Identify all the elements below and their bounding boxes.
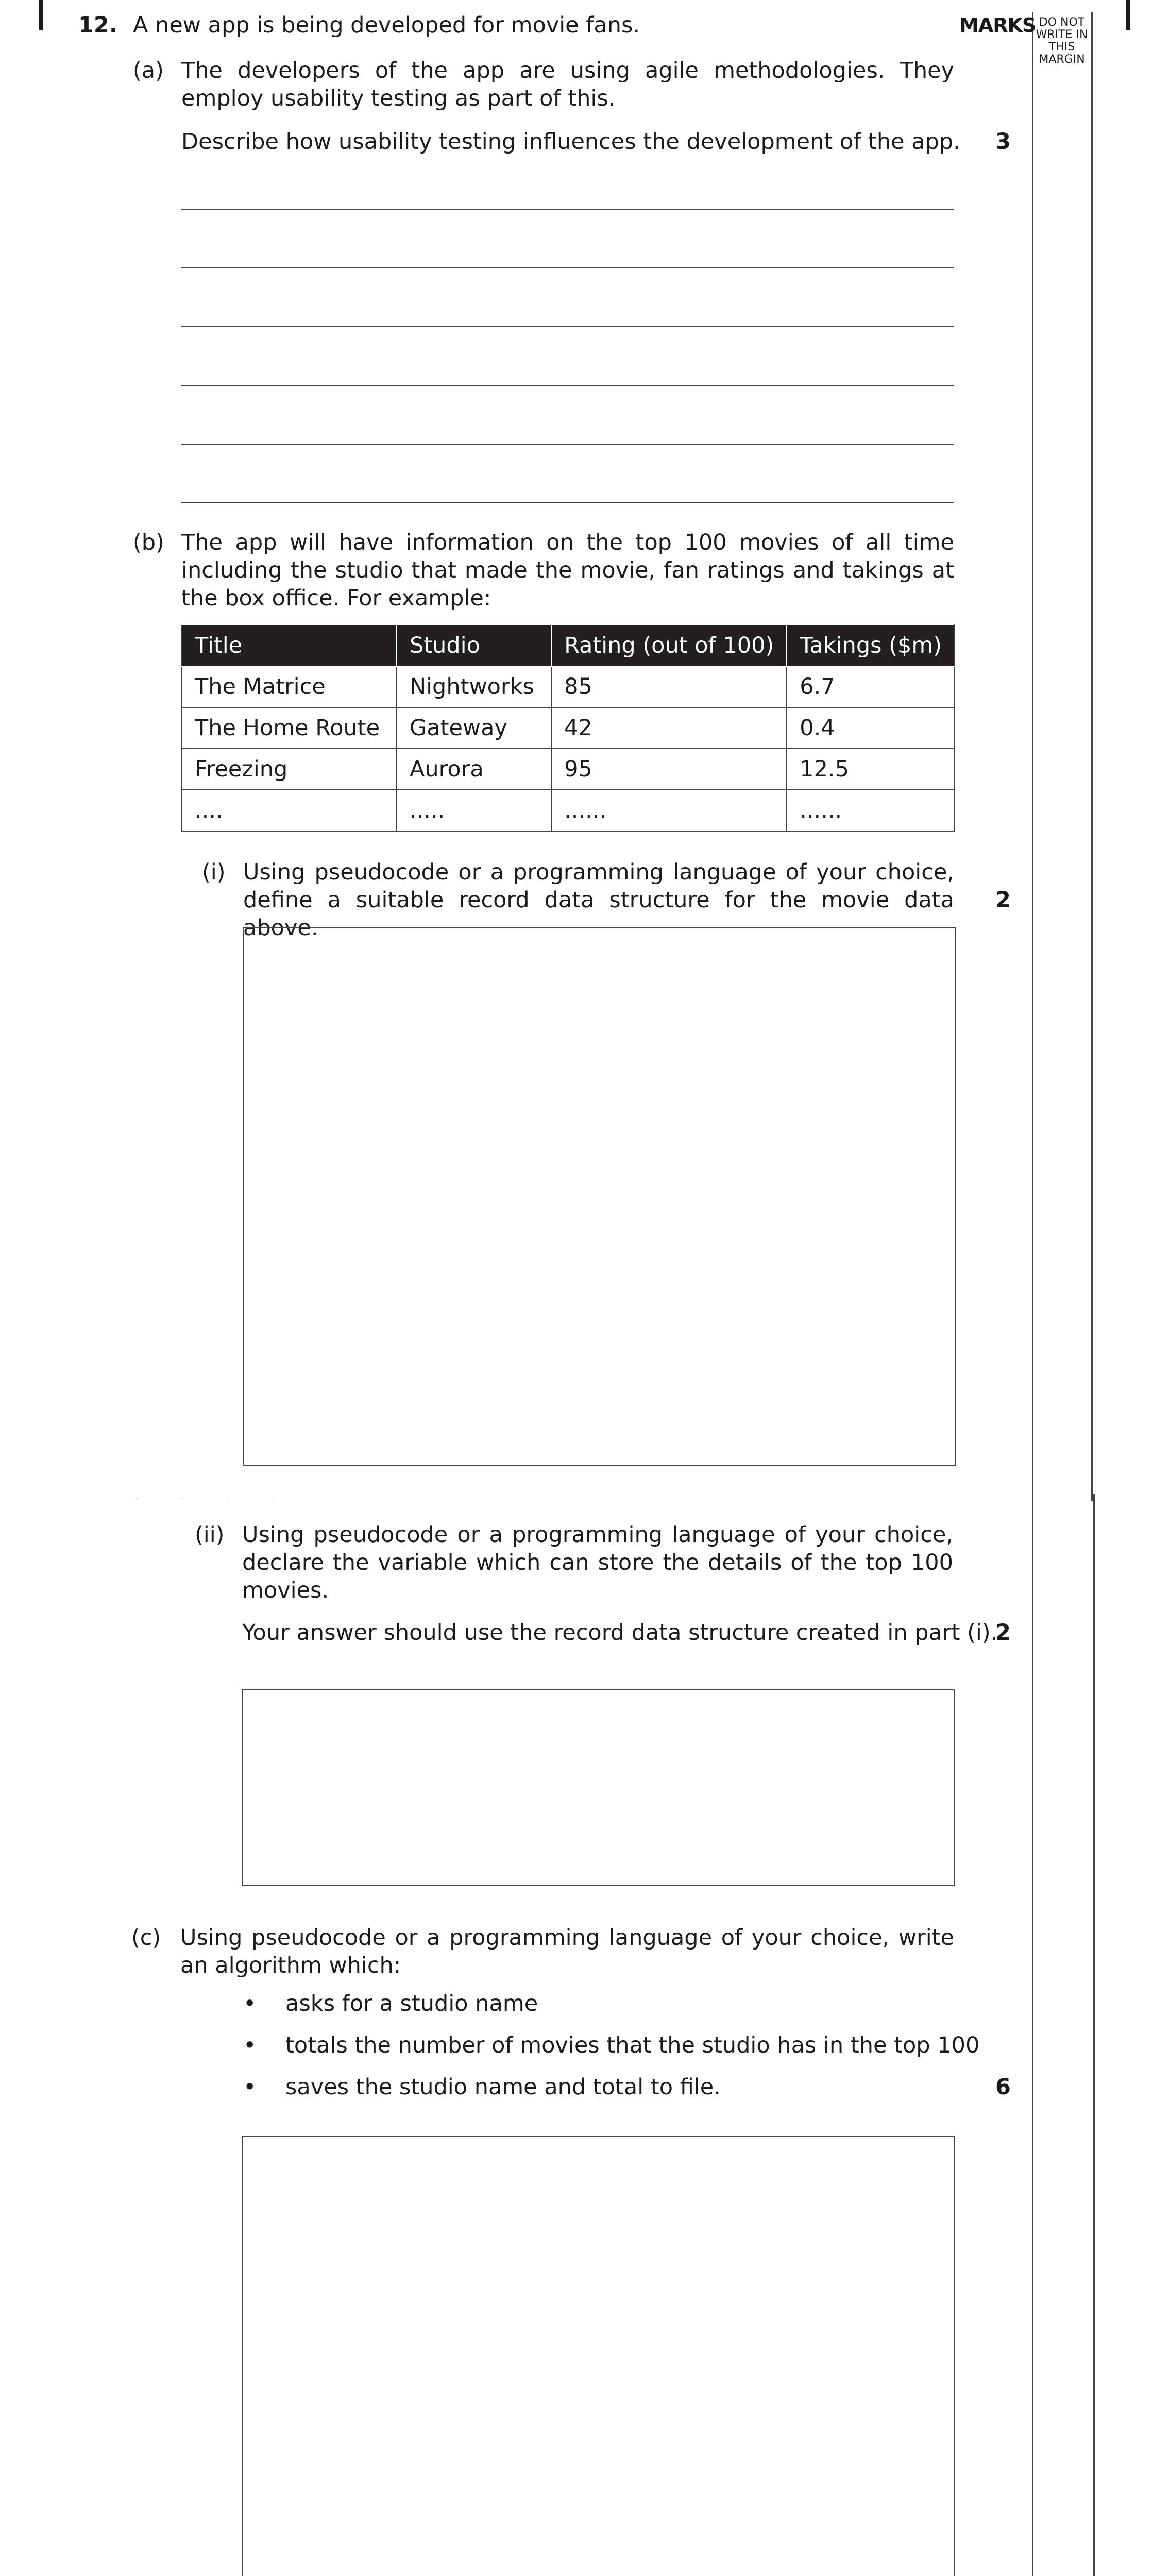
part-a-marks: 3	[995, 129, 1011, 155]
bullet-icon: •	[243, 1991, 257, 2016]
part-a-label: (a)	[133, 58, 164, 83]
part-b-i-marks: 2	[995, 887, 1011, 913]
algorithm-answer-box[interactable]	[242, 2136, 955, 2576]
answer-line-5[interactable]	[181, 444, 954, 445]
part-b-text: The app will have information on the top 100 movies of all time including the studio that made the movie, fan ratings and takings at the box office. For example:	[181, 530, 954, 611]
scan-artifact-dots: · · · ·	[135, 1495, 296, 1503]
movie-table	[181, 624, 955, 832]
table-cell: 95	[551, 749, 787, 790]
table-cell: 85	[551, 666, 787, 707]
table-cell: ....	[182, 790, 397, 831]
table-cell: .....	[397, 790, 551, 831]
table-cell: 12.5	[787, 749, 955, 790]
answer-line-2[interactable]	[181, 267, 954, 268]
bullet-icon: •	[243, 2074, 257, 2100]
part-c-bullet-3: saves the studio name and total to file.	[285, 2074, 721, 2100]
table-row	[182, 790, 955, 831]
table-cell: 42	[551, 707, 787, 749]
table-row	[182, 749, 955, 790]
table-cell: ......	[787, 790, 955, 831]
table-header-cell: Studio	[397, 625, 551, 666]
answer-line-1[interactable]	[181, 209, 954, 210]
table-cell: Nightworks	[397, 666, 551, 707]
table-cell: The Matrice	[182, 666, 397, 707]
table-cell: Freezing	[182, 749, 397, 790]
part-b-ii-note: Your answer should use the record data structure created in part (i).	[242, 1620, 998, 1646]
question-intro: A new app is being developed for movie fans.	[133, 12, 640, 38]
corner-mark-right	[1126, 0, 1130, 30]
answer-line-4[interactable]	[181, 385, 954, 386]
table-cell: Aurora	[397, 749, 551, 790]
part-b-i-text: Using pseudocode or a programming language of your choice, define a suitable record data structure for the movie data above.	[243, 859, 954, 941]
part-a-task: Describe how usability testing influences the development of the app.	[181, 129, 960, 155]
part-c-label: (c)	[131, 1925, 161, 1951]
part-b-ii-text: Using pseudocode or a programming language of your choice, declare the variable which can store the details of the top 100 movies.	[242, 1522, 953, 1603]
table-cell: The Home Route	[182, 707, 397, 749]
answer-line-6[interactable]	[181, 502, 954, 503]
part-c-bullet-1: asks for a studio name	[285, 1991, 538, 2016]
margin-column-rule-upper	[1091, 12, 1093, 1501]
record-structure-answer-box[interactable]	[243, 927, 956, 1466]
part-b-ii-label: (ii)	[195, 1522, 225, 1548]
table-cell: ......	[551, 790, 787, 831]
do-not-write-note: DO NOT WRITE IN THIS MARGIN	[1036, 16, 1088, 66]
marks-column-rule-lower	[1032, 1494, 1033, 2576]
part-b-label: (b)	[133, 530, 164, 555]
bullet-icon: •	[243, 2032, 257, 2058]
table-header-cell: Rating (out of 100)	[551, 625, 787, 666]
table-row	[182, 707, 955, 749]
table-header-cell: Title	[182, 625, 397, 666]
answer-line-3[interactable]	[181, 326, 954, 327]
part-b-i-label: (i)	[202, 859, 226, 885]
marks-header: MARKS	[959, 14, 1036, 37]
part-c-marks: 6	[995, 2074, 1011, 2100]
part-a-text: The developers of the app are using agile methodologies. They employ usability testing as part of this.	[181, 58, 954, 111]
question-number: 12.	[78, 12, 118, 38]
table-cell: Gateway	[397, 707, 551, 749]
corner-mark-left	[39, 0, 43, 30]
margin-column-rule-lower	[1093, 1494, 1095, 2576]
part-b-ii-marks: 2	[995, 1620, 1011, 1646]
variable-declaration-answer-box[interactable]	[242, 1689, 955, 1886]
part-c-text: Using pseudocode or a programming language of your choice, write an algorithm which:	[180, 1925, 954, 1978]
marks-column-rule-upper	[1032, 12, 1033, 1501]
table-cell: 0.4	[787, 707, 955, 749]
part-c-bullet-2: totals the number of movies that the studio has in the top 100	[285, 2032, 980, 2058]
table-header-row	[182, 625, 955, 666]
table-cell: 6.7	[787, 666, 955, 707]
table-header-cell: Takings ($m)	[787, 625, 955, 666]
table-row	[182, 666, 955, 707]
